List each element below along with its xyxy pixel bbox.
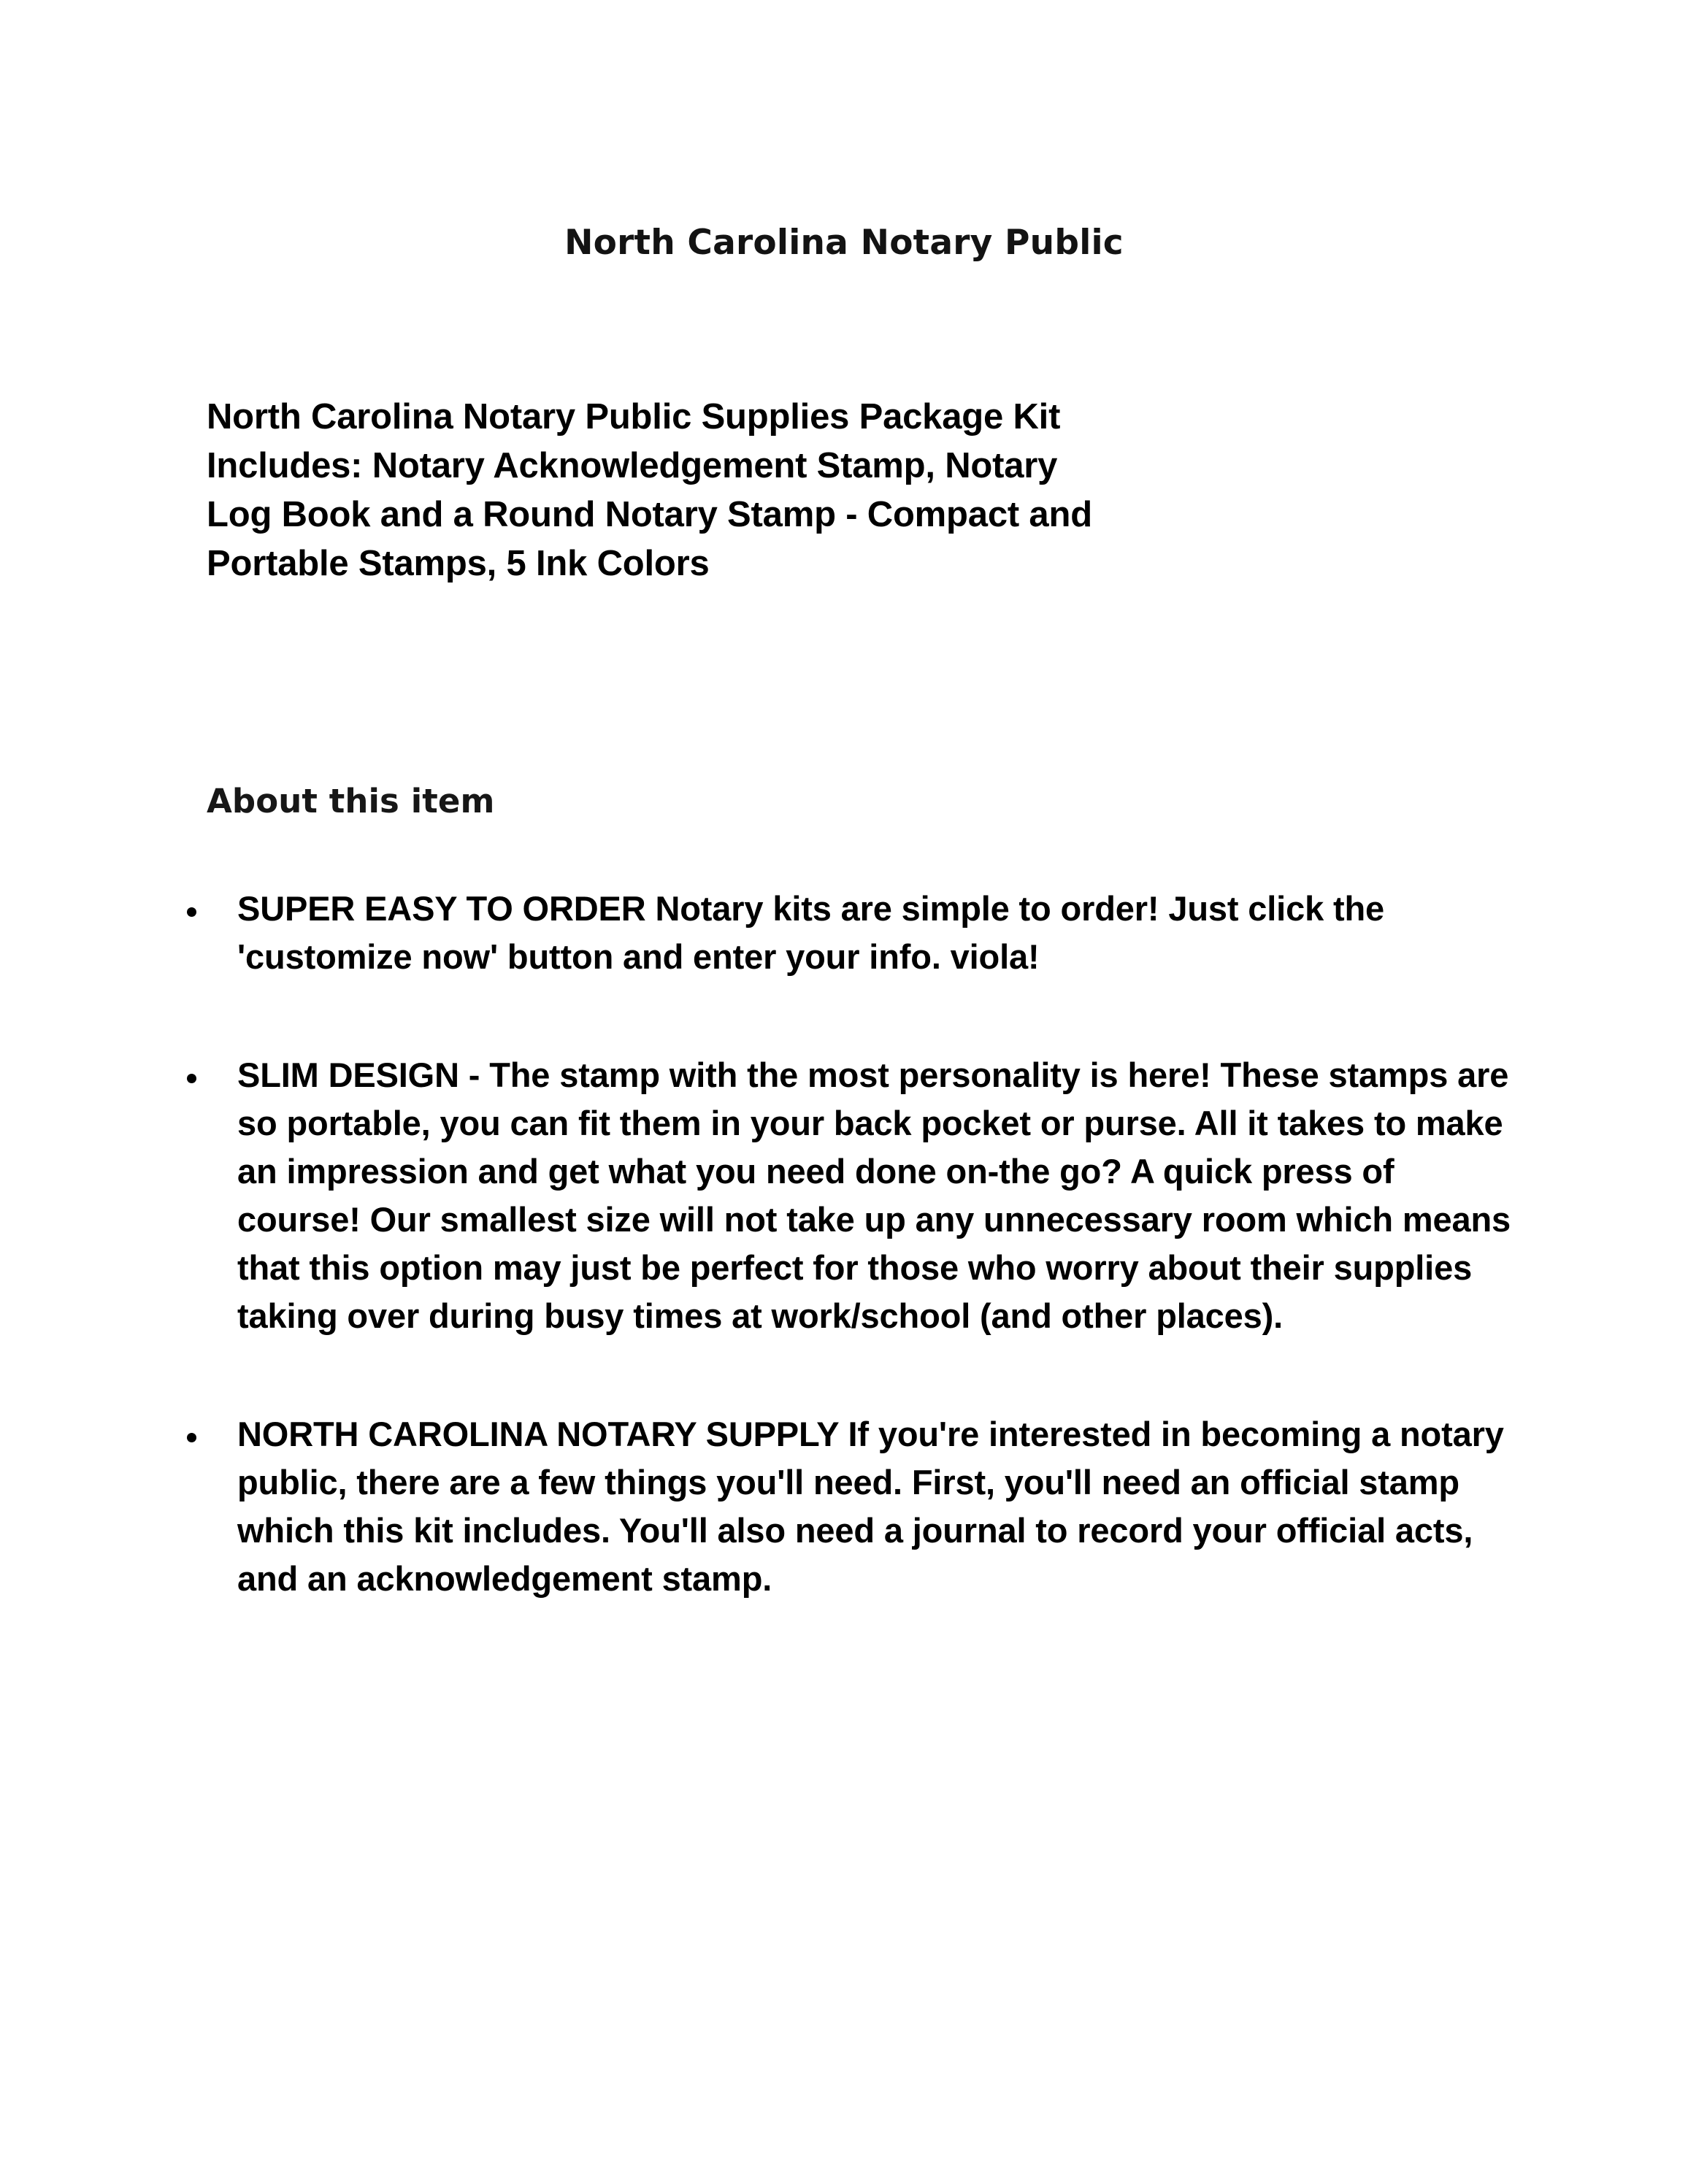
product-headline-line-4: Portable Stamps, 5 Ink Colors: [207, 544, 710, 583]
page-title: North Carolina Notary Public: [564, 223, 1124, 264]
list-item: [0, 1051, 1688, 1340]
about-this-item-heading: About this item: [207, 782, 495, 821]
product-headline-line-2: Includes: Notary Acknowledgement Stamp, Notary: [207, 446, 1058, 485]
feature-text: NORTH CAROLINA NOTARY SUPPLY If you're interested in becoming a notary public, there are a few things you'll need. First, you'll need an official stamp which this kit includes. You'll also need a journal to record your official acts, and an acknowledgement stamp.: [237, 1415, 1504, 1598]
feature-text: SLIM DESIGN - The stamp with the most personality is here! These stamps are so portable, you can fit them in your back pocket or purse. All it takes to make an impression and get what you need done on-the go? A quick press of course! Our smallest size will not take up any unnecessary room which means that this option may just be perfect for those who worry about their supplies taking over during busy times at work/school (and other places).: [237, 1056, 1511, 1335]
product-headline-line-1: North Carolina Notary Public Supplies Package Kit: [207, 397, 1061, 437]
bullet-dot-icon: [187, 1074, 196, 1083]
feature-text: SUPER EASY TO ORDER Notary kits are simple to order! Just click the 'customize now' button and enter your info. viola!: [237, 889, 1385, 976]
product-headline-line-3: Log Book and a Round Notary Stamp - Compact and: [207, 495, 1092, 534]
product-headline: [207, 393, 1528, 588]
bullet-dot-icon: [187, 1433, 196, 1442]
list-item: [0, 885, 1688, 981]
list-item: [0, 1410, 1688, 1603]
bullet-dot-icon: [187, 907, 196, 917]
feature-bullet-list: [0, 885, 1688, 1603]
